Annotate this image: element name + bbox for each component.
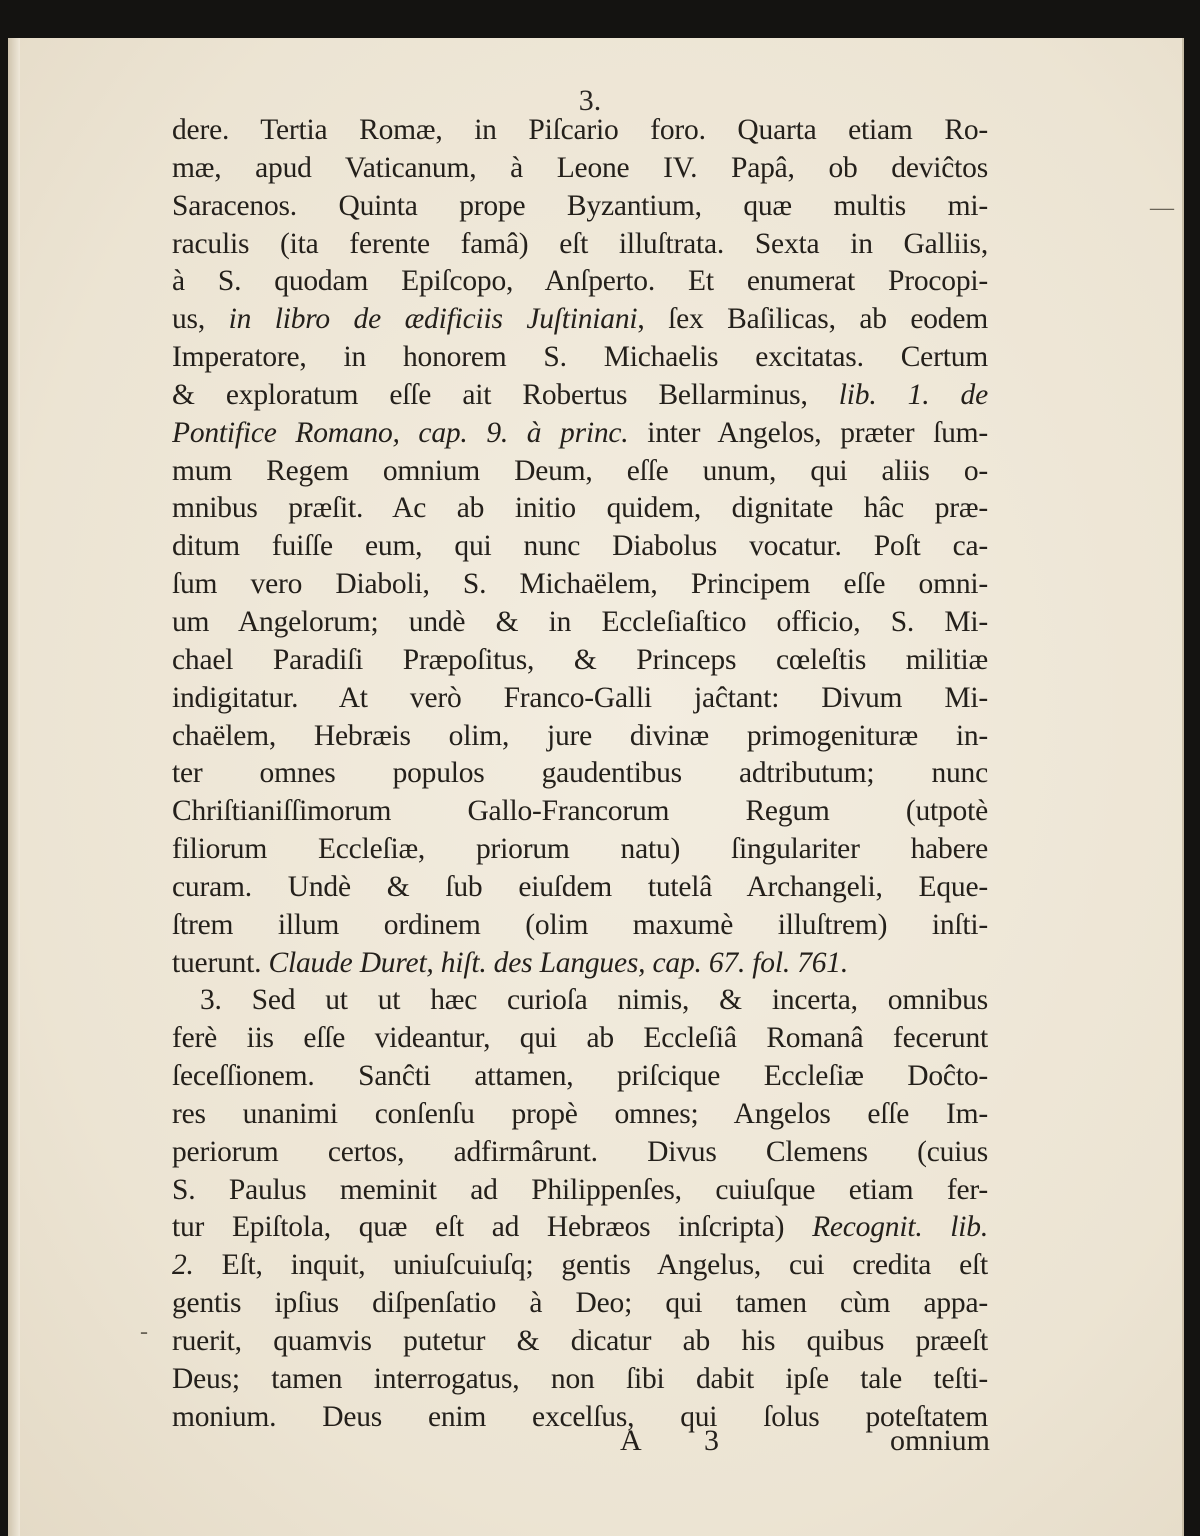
text-line xyxy=(172,1209,988,1247)
catchword: omnium xyxy=(889,1424,990,1457)
italic-citation: Claude Duret, hiſt. des Langues, cap. 67. fol. 761. xyxy=(268,946,849,979)
text-line: indigitatur. At verò Franco-Galli jaĉtant: Divum Mi- xyxy=(172,681,988,714)
text-line: raculis (ita ferente famâ) eſt illuſtrata. Sexta in Galliis, xyxy=(172,227,988,260)
text-line: chaëlem, Hebræis olim, jure divinæ primogenituræ in- xyxy=(172,719,988,752)
text-line: ſtrem illum ordinem (olim maxumè illuſtrem) inſti- xyxy=(172,908,988,941)
text-line: ruerit, quamvis putetur & dicatur ab his quibus præeſt xyxy=(172,1325,988,1357)
margin-mark: — xyxy=(1150,195,1174,221)
margin-mark: - xyxy=(140,1319,148,1345)
text-line: mum Regem omnium Deum, eſſe unum, qui aliis o- xyxy=(172,454,988,487)
italic-citation: Recognit. lib. xyxy=(812,1211,988,1244)
italic-citation: in libro de ædificiis Juſtiniani xyxy=(228,303,638,336)
text-segment: , ſex Baſilicas, ab eodem xyxy=(637,303,988,336)
text-line: periorum certos, adfirmârunt. Divus Clemens (cuius xyxy=(172,1135,988,1168)
text-segment: & exploratum eſſe ait Robertus Bellarminus, xyxy=(172,378,839,411)
text-segment: tuerunt. xyxy=(172,946,269,979)
text-line: curam. Undè & ſub eiuſdem tutelâ Archangeli, Eque- xyxy=(172,870,988,903)
signature-number: 3 xyxy=(704,1424,719,1457)
text-line: ter omnes populos gaudentibus adtributum; nunc xyxy=(172,757,988,790)
text-line: Imperatore, in honorem S. Michaelis excitatas. Certum xyxy=(172,341,988,374)
text-line: 3. Sed ut ut hæc curioſa nimis, & incerta, omnibus xyxy=(200,984,988,1017)
text-segment: us, xyxy=(172,303,229,336)
text-line xyxy=(172,301,988,339)
text-line: monium. Deus enim excelſus, qui ſolus poteſtatem xyxy=(172,1400,988,1433)
text-line: Deus; tamen interrogatus, non ſibi dabit ipſe tale teſti- xyxy=(172,1362,988,1395)
italic-citation: Pontifice Romano, cap. 9. à princ. xyxy=(172,416,629,449)
text-line: mæ, apud Vaticanum, à Leone IV. Papâ, ob deviĉtos xyxy=(172,151,988,184)
text-line: à S. quodam Epiſcopo, Anſperto. Et enumerat Procopi- xyxy=(172,265,988,298)
page-footer xyxy=(620,1424,990,1464)
page-number: 3. xyxy=(578,84,602,117)
text-line xyxy=(172,1247,988,1285)
text-line: ferè iis eſſe videantur, qui ab Eccleſiâ Romanâ fecerunt xyxy=(172,1022,988,1055)
text-line: Saracenos. Quinta prope Byzantium, quæ multis mi- xyxy=(172,189,988,222)
text-line xyxy=(172,415,988,453)
text-line: S. Paulus meminit ad Philippenſes, cuiuſque etiam fer- xyxy=(172,1173,988,1206)
text-line: filiorum Eccleſiæ, priorum natu) ſingulariter habere xyxy=(172,833,988,866)
text-line xyxy=(172,377,988,415)
text-segment: tur Epiſtola, quæ eſt ad Hebræos inſcripta) xyxy=(172,1211,813,1244)
text-line xyxy=(172,945,988,983)
text-line: dere. Tertia Romæ, in Piſcario foro. Quarta etiam Ro- xyxy=(172,114,988,146)
body-text xyxy=(172,112,988,1437)
signature-mark: A xyxy=(620,1424,642,1457)
text-line: ditum fuiſſe eum, qui nunc Diabolus vocatur. Poſt ca- xyxy=(172,530,988,563)
text-line: chael Paradiſi Præpoſitus, & Princeps cœleſtis militiæ xyxy=(172,643,988,676)
italic-citation: 2. xyxy=(172,1249,194,1282)
text-segment: Eſt, inquit, uniuſcuiuſq; gentis Angelus, cui credita eſt xyxy=(193,1249,988,1282)
text-segment: inter Angelos, præter ſum- xyxy=(628,416,988,449)
text-line: ſum vero Diaboli, S. Michaëlem, Principem eſſe omni- xyxy=(172,568,988,601)
text-line: Chriſtianiſſimorum Gallo-Francorum Regum (utpotè xyxy=(172,795,988,828)
page-gutter-shadow xyxy=(8,38,20,1536)
text-line: um Angelorum; undè & in Eccleſiaſtico officio, S. Mi- xyxy=(172,605,988,638)
text-line: ſeceſſionem. Sanĉti attamen, priſcique Eccleſiæ Doĉto- xyxy=(172,1060,988,1093)
text-line: res unanimi conſenſu propè omnes; Angelos eſſe Im- xyxy=(172,1097,988,1130)
text-line: mnibus præſit. Ac ab initio quidem, dignitate hâc præ- xyxy=(172,492,988,525)
text-line: gentis ipſius diſpenſatio à Deo; qui tamen cùm appa- xyxy=(172,1287,988,1320)
italic-citation: lib. 1. de xyxy=(838,378,988,411)
